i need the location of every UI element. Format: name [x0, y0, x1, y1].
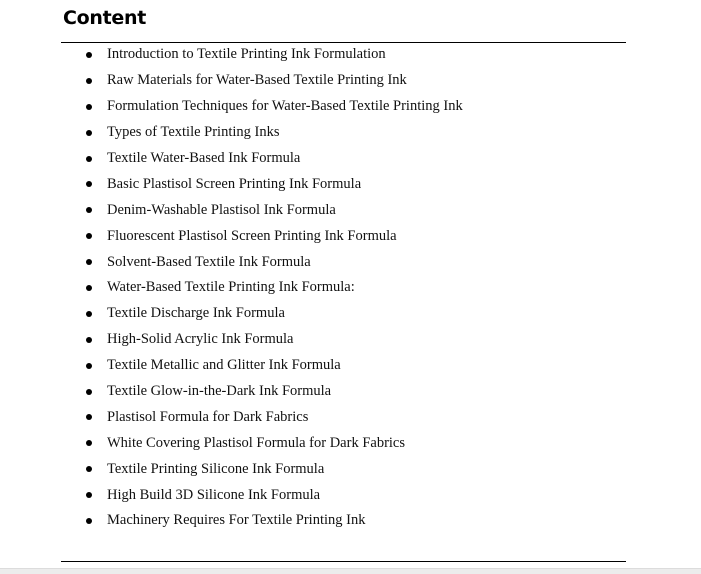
bullet-dot-icon [86, 285, 92, 291]
bullet-dot-icon [86, 518, 92, 524]
page-title: Content [63, 7, 147, 29]
toc-item-label: Water-Based Textile Printing Ink Formula: [107, 279, 355, 296]
toc-item-label: Plastisol Formula for Dark Fabrics [107, 408, 309, 425]
toc-item-label: White Covering Plastisol Formula for Dark Fabrics [107, 434, 406, 451]
page-boundary-strip [0, 568, 701, 574]
toc-item-label: Textile Water-Based Ink Formula [107, 150, 301, 166]
bullet-dot-icon [86, 156, 92, 162]
bullet-dot-icon [86, 337, 92, 343]
bullet-dot-icon [86, 233, 92, 239]
toc-item-label: Fluorescent Plastisol Screen Printing Ink Formula [107, 227, 397, 244]
toc-item-label: Introduction to Textile Printing Ink Formulation [107, 46, 386, 63]
bullet-dot-icon [86, 181, 92, 187]
bullet-dot-icon [86, 52, 92, 58]
bullet-dot-icon [86, 104, 92, 110]
toc-item-label: Machinery Requires For Textile Printing Ink [107, 512, 366, 529]
bottom-divider [61, 561, 626, 562]
bullet-dot-icon [86, 207, 92, 213]
toc-item-label: Types of Textile Printing Inks [107, 124, 280, 141]
bullet-dot-icon [86, 466, 92, 472]
toc-item-label: Basic Plastisol Screen Printing Ink Formula [107, 175, 362, 192]
bullet-dot-icon [86, 78, 92, 84]
bullet-dot-icon [86, 492, 92, 498]
toc-item-label: Textile Glow-in-the-Dark Ink Formula [107, 383, 332, 400]
bullet-dot-icon [86, 389, 92, 395]
toc-item-label: Formulation Techniques for Water-Based Textile Printing Ink [107, 98, 463, 115]
toc-item-label: Textile Printing Silicone Ink Formula [107, 460, 325, 477]
toc-item-label: Raw Materials for Water-Based Textile Printing Ink [107, 72, 407, 89]
bullet-dot-icon [86, 440, 92, 446]
toc-item-label: Textile Metallic and Glitter Ink Formula [107, 357, 341, 374]
bullet-dot-icon [86, 311, 92, 317]
toc-item-label: Denim-Washable Plastisol Ink Formula [107, 201, 336, 218]
toc-item-label: Solvent-Based Textile Ink Formula [107, 253, 311, 270]
bullet-dot-icon [86, 259, 92, 265]
top-divider [61, 42, 626, 43]
bullet-dot-icon [86, 363, 92, 369]
bullet-dot-icon [86, 130, 92, 136]
bullet-dot-icon [86, 414, 92, 420]
toc-item-label: High Build 3D Silicone Ink Formula [107, 486, 321, 503]
toc-item-label: High-Solid Acrylic Ink Formula [107, 331, 294, 348]
toc-item-label: Textile Discharge Ink Formula [107, 305, 285, 322]
